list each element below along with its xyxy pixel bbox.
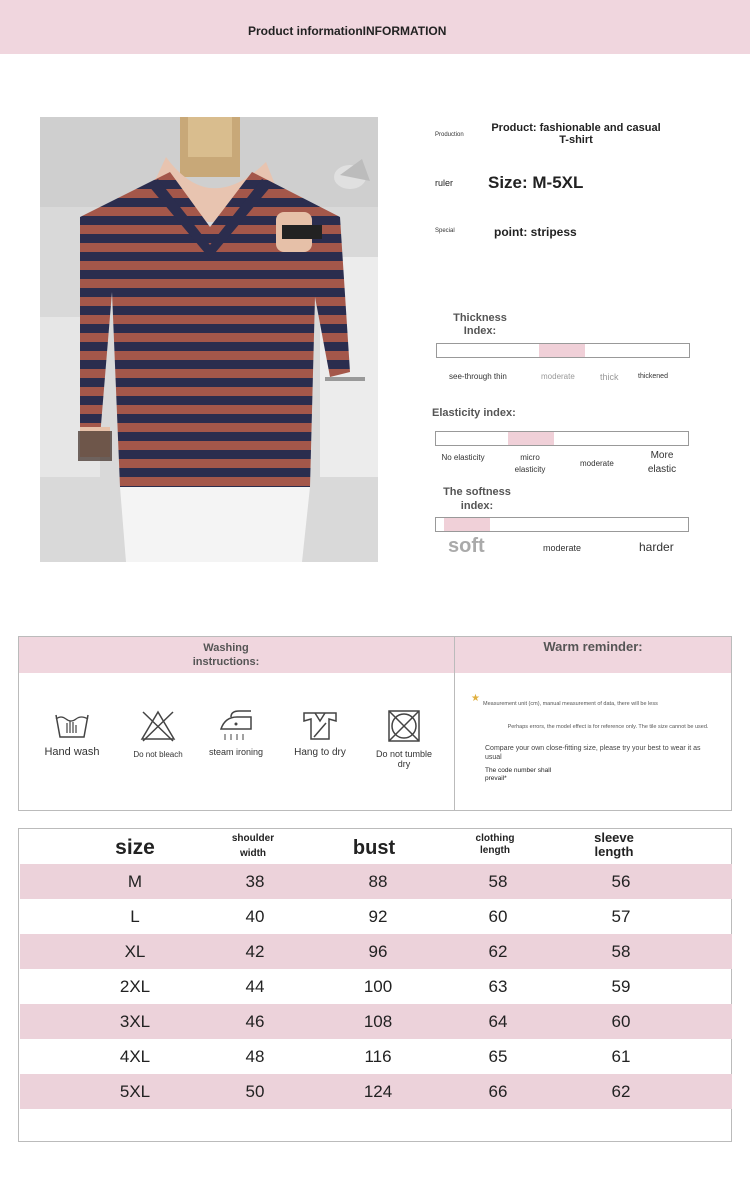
do-not-bleach-icon xyxy=(139,709,177,743)
table-cell: 56 xyxy=(611,872,631,891)
reminder-line-3: Compare your own close-fitting size, please try your best to wear it as usual xyxy=(485,745,701,761)
table-cell: 60 xyxy=(611,1012,631,1031)
reminder-line-2: Perhaps errors, the model effect is for reference only. The tile size cannot be used. xyxy=(507,724,709,730)
point-value: point: stripess xyxy=(494,225,577,239)
thickness-title: Thickness Index: xyxy=(453,312,507,337)
table-cell: 64 xyxy=(488,1012,508,1031)
table-cell: 100 xyxy=(363,977,393,996)
table-cell: 44 xyxy=(245,977,265,996)
elasticity-fill xyxy=(508,432,554,445)
hang-to-dry-label: Hang to dry xyxy=(294,747,346,758)
table-row xyxy=(20,864,732,899)
special-label: Special xyxy=(435,228,455,234)
table-cell: 42 xyxy=(245,942,265,961)
table-cell: XL xyxy=(124,942,146,961)
ruler-label: ruler xyxy=(435,178,454,188)
table-cell: 92 xyxy=(368,907,388,926)
table-cell: 2XL xyxy=(119,977,151,996)
star-icon: ★ xyxy=(471,693,480,704)
header-title: Product informationINFORMATION xyxy=(248,24,447,38)
hand-wash-label: Hand wash xyxy=(44,746,100,758)
thickness-label-2: moderate xyxy=(541,372,575,381)
table-cell: 3XL xyxy=(119,1012,151,1031)
reminder-line-1: Measurement unit (cm), manual measurement of data, there will be less xyxy=(483,701,658,707)
table-cell: 62 xyxy=(611,1082,631,1101)
table-cell: 61 xyxy=(611,1047,631,1066)
size-value: Size: M-5XL xyxy=(488,173,584,192)
thickness-label-4: thickened xyxy=(638,373,668,380)
wash-item-steam-iron xyxy=(201,709,271,757)
reminder-title: Warm reminder: xyxy=(543,639,643,654)
table-cell: 116 xyxy=(364,1047,392,1066)
do-not-tumble-dry-label: Do not tumble dry xyxy=(375,749,433,769)
table-cell: 62 xyxy=(488,942,508,961)
reminder-line-4: The code number shall prevail* xyxy=(485,767,552,782)
elasticity-label-2: micro elasticity xyxy=(514,453,546,474)
table-cell: 58 xyxy=(488,872,508,891)
elasticity-title: Elasticity index: xyxy=(432,407,516,419)
table-cell: M xyxy=(127,872,143,891)
do-not-bleach-label: Do not bleach xyxy=(133,750,183,759)
table-row xyxy=(20,969,732,1004)
size-header-shoulder: shoulder width xyxy=(231,833,275,859)
table-cell: 50 xyxy=(245,1082,265,1101)
table-cell: 66 xyxy=(488,1082,508,1101)
elasticity-bar xyxy=(435,431,689,446)
wash-item-hand-wash xyxy=(37,709,107,758)
table-cell: 124 xyxy=(363,1082,393,1101)
table-row xyxy=(20,1039,732,1074)
header-band xyxy=(0,0,750,54)
table-cell: 4XL xyxy=(119,1047,151,1066)
washing-title: Washing instructions: xyxy=(192,642,260,668)
product-photo xyxy=(40,117,378,562)
table-cell: 40 xyxy=(245,907,265,926)
table-cell: L xyxy=(130,907,140,926)
table-cell: 60 xyxy=(488,907,508,926)
size-table xyxy=(18,828,732,1142)
thickness-label-1: see-through thin xyxy=(449,372,507,381)
softness-label-2: moderate xyxy=(543,543,582,553)
table-cell: 59 xyxy=(611,977,631,996)
elasticity-label-1: No elasticity xyxy=(441,453,485,462)
care-box-divider xyxy=(454,637,455,810)
wash-item-hang-dry xyxy=(285,709,355,758)
production-label: Production xyxy=(435,132,464,138)
table-row xyxy=(20,1004,732,1039)
wash-item-no-tumble-dry xyxy=(369,709,439,769)
production-value: Product: fashionable and casual T-shirt xyxy=(491,122,661,146)
softness-title: The softness index: xyxy=(443,486,511,512)
table-cell: 63 xyxy=(488,977,508,996)
elasticity-label-4: More elastic xyxy=(647,450,677,475)
thickness-fill xyxy=(539,344,585,357)
size-header-size: size xyxy=(115,836,155,859)
table-row xyxy=(20,934,732,969)
table-cell: 38 xyxy=(245,872,265,891)
hang-to-dry-icon xyxy=(301,709,339,741)
hand-wash-icon xyxy=(53,709,91,741)
steam-ironing-label: steam ironing xyxy=(208,747,264,757)
table-cell: 58 xyxy=(611,942,631,961)
thickness-bar xyxy=(436,343,690,358)
softness-bar xyxy=(435,517,689,532)
table-cell: 5XL xyxy=(119,1082,151,1101)
size-header-clothing-length: clothing length xyxy=(475,833,515,856)
softness-label-1: soft xyxy=(448,535,485,557)
wash-item-no-bleach xyxy=(123,709,193,759)
table-cell: 65 xyxy=(488,1047,508,1066)
size-header-sleeve-length: sleeve length xyxy=(594,830,634,859)
table-cell: 96 xyxy=(368,942,388,961)
table-cell: 46 xyxy=(245,1012,265,1031)
thickness-label-3: thick xyxy=(600,372,619,382)
table-cell: 48 xyxy=(245,1047,265,1066)
do-not-tumble-dry-icon xyxy=(385,709,423,743)
care-box xyxy=(18,636,732,811)
table-row xyxy=(20,1074,732,1109)
table-cell: 88 xyxy=(368,872,388,891)
table-row xyxy=(20,899,732,934)
size-header-bust: bust xyxy=(352,837,396,859)
softness-fill xyxy=(444,518,490,531)
softness-label-3: harder xyxy=(639,540,674,554)
elasticity-label-3: moderate xyxy=(580,459,614,468)
model-illustration xyxy=(40,117,378,562)
table-cell: 57 xyxy=(611,907,631,926)
table-cell: 108 xyxy=(363,1012,393,1031)
steam-ironing-icon xyxy=(217,709,255,741)
